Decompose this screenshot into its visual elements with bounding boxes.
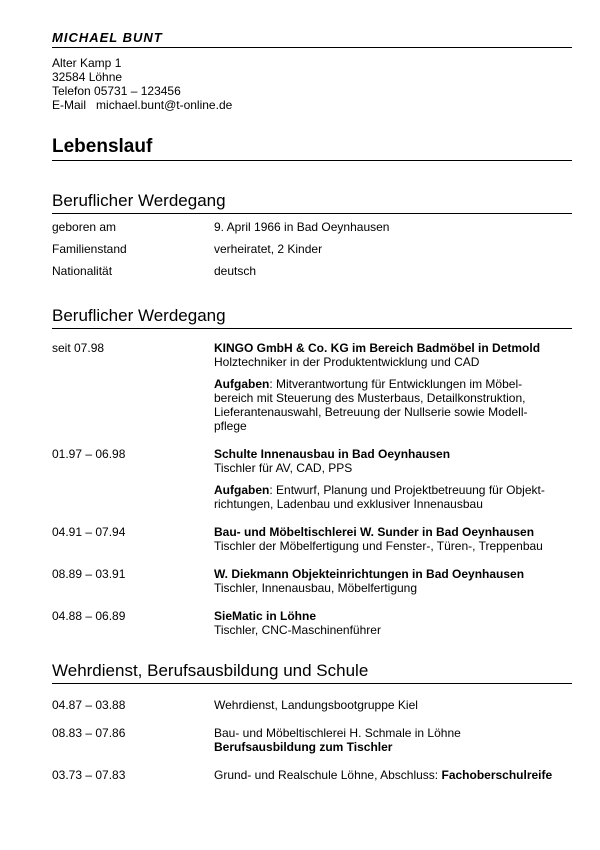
education-date: 03.73 – 07.83 [52, 768, 126, 782]
education-qualification: Fachoberschulreife [441, 768, 553, 782]
career-entry [52, 447, 572, 511]
career-details [214, 447, 572, 511]
personal-label: geboren am [52, 220, 117, 234]
education-details [214, 768, 572, 782]
education-entry [52, 726, 572, 754]
education-entry [52, 698, 572, 712]
career-role: Holztechniker in der Produktentwicklung und CAD [214, 355, 480, 369]
personal-label: Nationalität [52, 264, 113, 278]
education-details [214, 726, 572, 754]
career-entry [52, 341, 572, 433]
education-entries [52, 698, 572, 782]
person-name: MICHAEL BUNT [52, 30, 572, 48]
career-details [214, 609, 572, 637]
personal-value: 9. April 1966 in Bad Oeynhausen [214, 220, 390, 234]
tasks-text: : Mitverantwortung für Entwicklungen im Möbel- [269, 377, 523, 391]
career-company: Schulte Innenausbau in Bad Oeynhausen [214, 447, 451, 461]
personal-rows [52, 220, 572, 278]
tasks-text: : Entwurf, Planung und Projektbetreuung für Objekt- [269, 483, 545, 497]
career-company: W. Diekmann Objekteinrichtungen in Bad Oeynhausen [214, 567, 525, 581]
career-details [214, 567, 572, 595]
career-date: 01.97 – 06.98 [52, 447, 126, 461]
personal-row [52, 242, 572, 256]
career-company: Bau- und Möbeltischlerei W. Sunder in Bad Oeynhausen [214, 525, 535, 539]
career-details [214, 525, 572, 553]
career-role: Tischler der Möbelfertigung und Fenster-, Türen-, Treppenbau [214, 539, 543, 553]
career-details [214, 341, 572, 433]
education-date: 04.87 – 03.88 [52, 698, 126, 712]
education-text: Wehrdienst, Landungsbootgruppe Kiel [214, 698, 418, 712]
personal-row [52, 220, 572, 234]
section-heading-career: Beruflicher Werdegang [52, 306, 572, 329]
education-date: 08.83 – 07.86 [52, 726, 126, 740]
address-city: 32584 Löhne [52, 70, 123, 84]
career-company: KINGO GmbH & Co. KG im Bereich Badmöbel in Detmold [214, 341, 541, 355]
address-street: Alter Kamp 1 [52, 56, 122, 70]
career-tasks [214, 483, 572, 511]
email-label: E-Mail [52, 98, 87, 112]
section-heading-education: Wehrdienst, Berufsausbildung und Schule [52, 661, 572, 684]
document-title: Lebenslauf [52, 136, 572, 161]
career-company: SieMatic in Löhne [214, 609, 317, 623]
personal-value: verheiratet, 2 Kinder [214, 242, 323, 256]
career-entry [52, 525, 572, 553]
education-qualification: Berufsausbildung zum Tischler [214, 740, 393, 754]
education-entry [52, 768, 572, 782]
section-heading-personal: Beruflicher Werdegang [52, 191, 572, 214]
tasks-text: pflege [214, 419, 247, 433]
tasks-text: Lieferantenauswahl, Betreuung der Nullserie sowie Modell- [214, 405, 528, 419]
address-email-line [52, 98, 572, 112]
career-role: Tischler, Innenausbau, Möbelfertigung [214, 581, 418, 595]
career-entry [52, 609, 572, 637]
cv-page [52, 30, 572, 782]
education-text: Grund- und Realschule Löhne, Abschluss: [214, 768, 442, 782]
career-entries [52, 341, 572, 637]
tasks-label: Aufgaben [214, 483, 270, 497]
career-entry [52, 567, 572, 595]
email-link[interactable]: michael.bunt@t-online.de [96, 98, 233, 112]
career-date: seit 07.98 [52, 341, 105, 355]
personal-label: Familienstand [52, 242, 127, 256]
tasks-label: Aufgaben [214, 377, 270, 391]
career-date: 04.91 – 07.94 [52, 525, 126, 539]
career-date: 04.88 – 06.89 [52, 609, 126, 623]
career-role: Tischler, CNC-Maschinenführer [214, 623, 381, 637]
address-phone: Telefon 05731 – 123456 [52, 84, 181, 98]
tasks-text: richtungen, Ladenbau und exklusiver Innenausbau [214, 497, 483, 511]
career-date: 08.89 – 03.91 [52, 567, 126, 581]
education-text: Bau- und Möbeltischlerei H. Schmale in Löhne [214, 726, 461, 740]
personal-row [52, 264, 572, 278]
personal-value: deutsch [214, 264, 257, 278]
address-block [52, 56, 572, 112]
tasks-text: bereich mit Steuerung des Musterbaus, Detailkonstruktion, [214, 391, 526, 405]
career-tasks [214, 377, 572, 433]
career-role: Tischler für AV, CAD, PPS [214, 461, 353, 475]
